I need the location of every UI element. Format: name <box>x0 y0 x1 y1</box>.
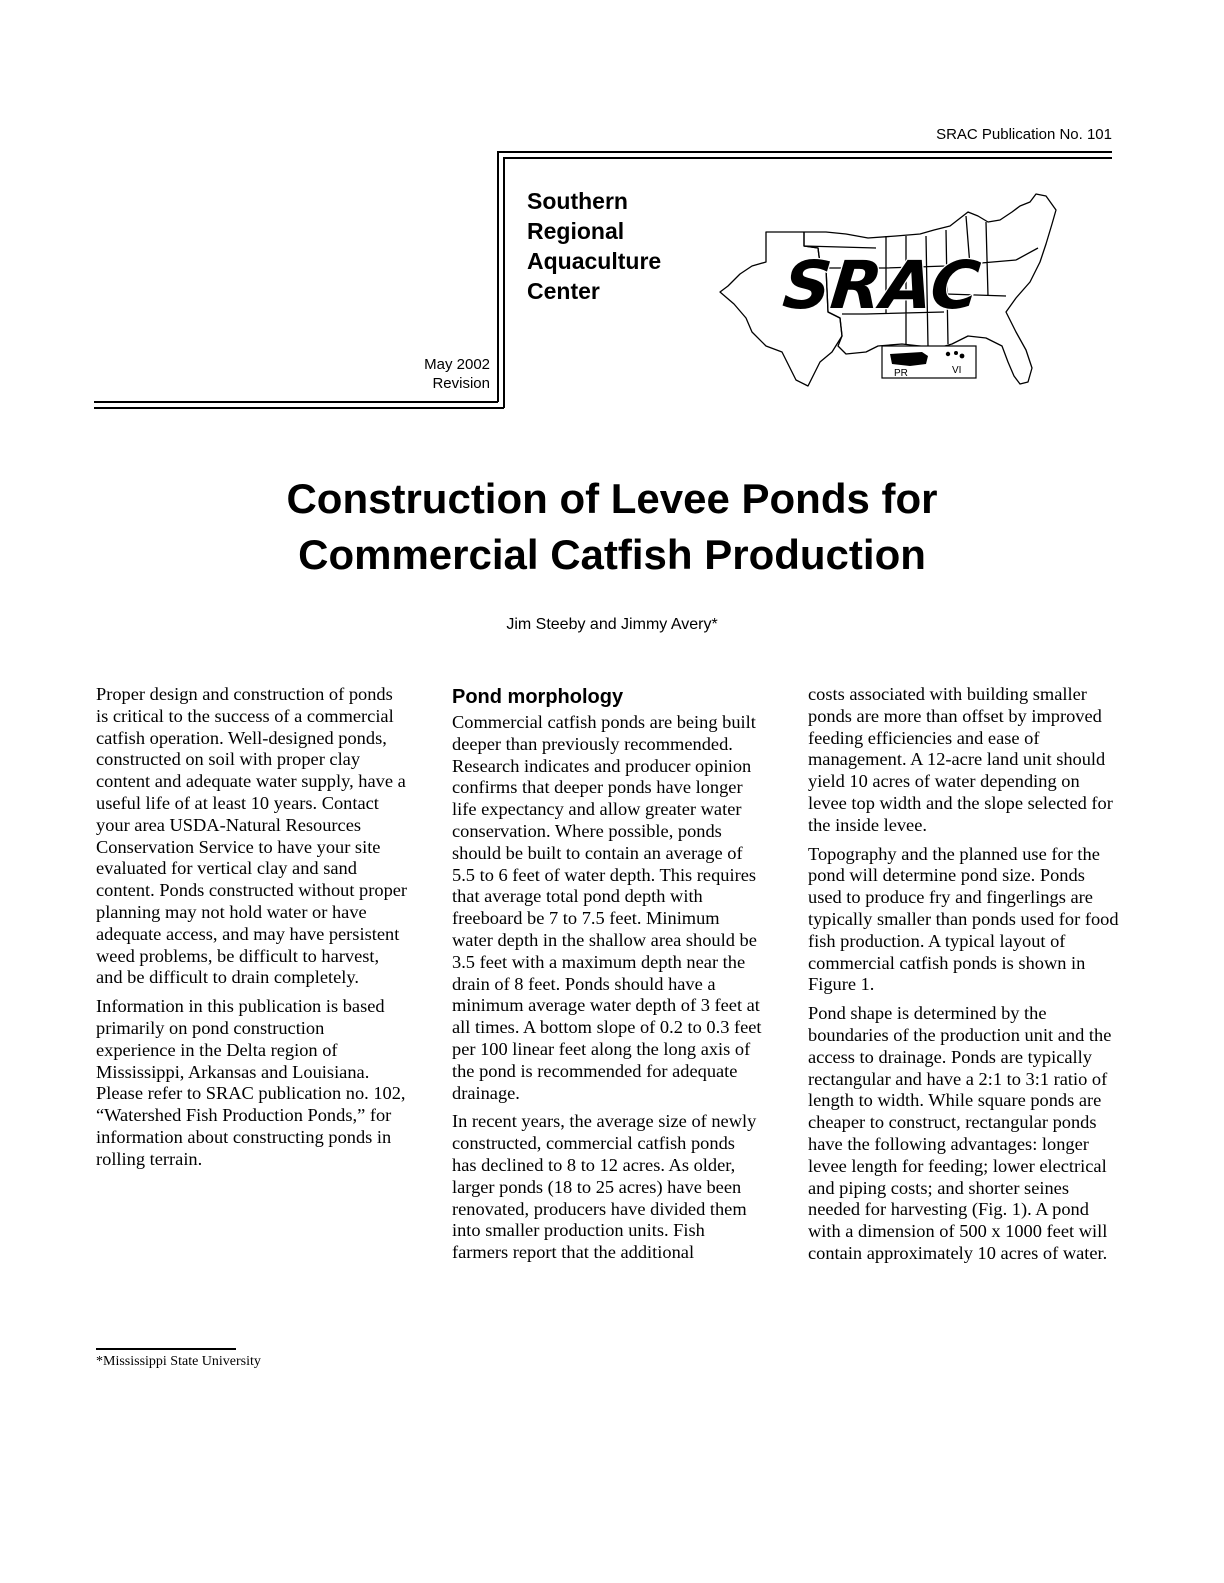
paragraph: Commercial catfish ponds are being built deeper than previously recommended. Research indicates and producer opinion confirms that deeper ponds have longer life expectancy and allow greater water conservation. Where possible, ponds should be built to contain an average of 5.5 to 6 feet of water depth. This requires that average total pond depth with freeboard be 7 to 7.5 feet. Minimum water depth in the shallow area should be 3.5 feet with a maximum depth near the drain of 8 feet. Ponds should have a minimum average water depth of 3 feet at all times. A bottom slope of 0.2 to 0.3 feet per 100 linear feet along the long axis of the pond is recommended for adequate drainage. <box>452 712 762 1103</box>
footnote: *Mississippi State University <box>96 1354 261 1369</box>
column-1 <box>96 684 408 1178</box>
section-heading: Pond morphology <box>452 686 624 708</box>
header-rule-vertical-inner <box>503 157 505 408</box>
header-rule-top-inner <box>503 157 1112 159</box>
center-name <box>527 186 661 306</box>
column-3 <box>808 684 1120 1272</box>
paragraph: costs associated with building smaller ponds are more than offset by improved feeding efficiencies and ease of management. A 12-acre land unit should yield 10 acres of water depending on levee top width and the slope selected for the inside levee. <box>808 684 1113 835</box>
center-name-line: Regional <box>527 218 625 244</box>
logo-text: SRAC <box>779 247 984 324</box>
title-line: Construction of Levee Ponds for <box>286 475 938 522</box>
header-rule-vertical-outer <box>497 151 499 402</box>
footnote-rule <box>96 1348 236 1350</box>
paragraph: Proper design and construction of ponds is critical to the success of a commercial catfish operation. Well-designed ponds, constructed on soil with proper clay content and adequate water supply, have a useful life of at least 10 years. Contact your area USDA-Natural Resources Conservation Service to have your site evaluated for vertical clay and sand content. Ponds constructed without proper planning may not hold water or have adequate access, and may have persistent weed problems, be difficult to harvest, and be difficult to drain completely. <box>96 684 408 988</box>
virgin-islands-dot <box>954 351 958 355</box>
center-name-line: Center <box>527 278 600 304</box>
column-2 <box>452 684 764 1271</box>
header-rule-top-outer <box>497 151 1112 153</box>
puerto-rico-shape <box>890 352 928 366</box>
pr-label: PR <box>894 368 908 379</box>
virgin-islands-dot <box>946 352 950 356</box>
publication-number: SRAC Publication No. 101 <box>936 126 1112 143</box>
header-rule-bottom-inner <box>94 407 504 409</box>
publication-date: May 2002 <box>424 356 490 373</box>
virgin-islands-dot <box>960 354 965 359</box>
title-line: Commercial Catfish Production <box>298 531 926 578</box>
srac-map-logo <box>716 186 1062 396</box>
center-name-line: Aquaculture <box>527 248 662 274</box>
authors: Jim Steeby and Jimmy Avery* <box>506 616 718 633</box>
document-title <box>0 471 1224 583</box>
paragraph: Topography and the planned use for the pond will determine pond size. Ponds used to produce fry and fingerlings are typically smaller than ponds used for food fish production. A typical layout of commercial catfish ponds is shown in Figure 1. <box>808 843 1119 995</box>
date-block <box>424 355 490 393</box>
center-name-line: Southern <box>527 188 628 214</box>
header-rule-bottom-outer <box>94 401 498 403</box>
paragraph: In recent years, the average size of newly constructed, commercial catfish ponds has declined to 8 to 12 acres. As older, larger ponds (18 to 25 acres) have been renovated, producers have divided them into smaller production units. Fish farmers report that the additional <box>452 1111 757 1263</box>
vi-label: VI <box>952 365 962 376</box>
paragraph: Information in this publication is based primarily on pond construction experience in the Delta region of Mississippi, Arkansas and Louisiana. Please refer to SRAC publication no. 102, “Watershed Fish Production Ponds,” for information about constructing ponds in rolling terrain. <box>96 996 406 1169</box>
revision-label: Revision <box>432 375 490 392</box>
paragraph: Pond shape is determined by the boundaries of the production unit and the access to drainage. Ponds are typically rectangular and have a 2:1 to 3:1 ratio of length to width. While square ponds are cheaper to construct, rectangular ponds have the following advantages: longer levee length for feeding; lower electrical and piping costs; and shorter seines needed for harvesting (Fig. 1). A pond with a dimension of 500 x 1000 feet will contain approximately 10 acres of water. <box>808 1003 1112 1263</box>
